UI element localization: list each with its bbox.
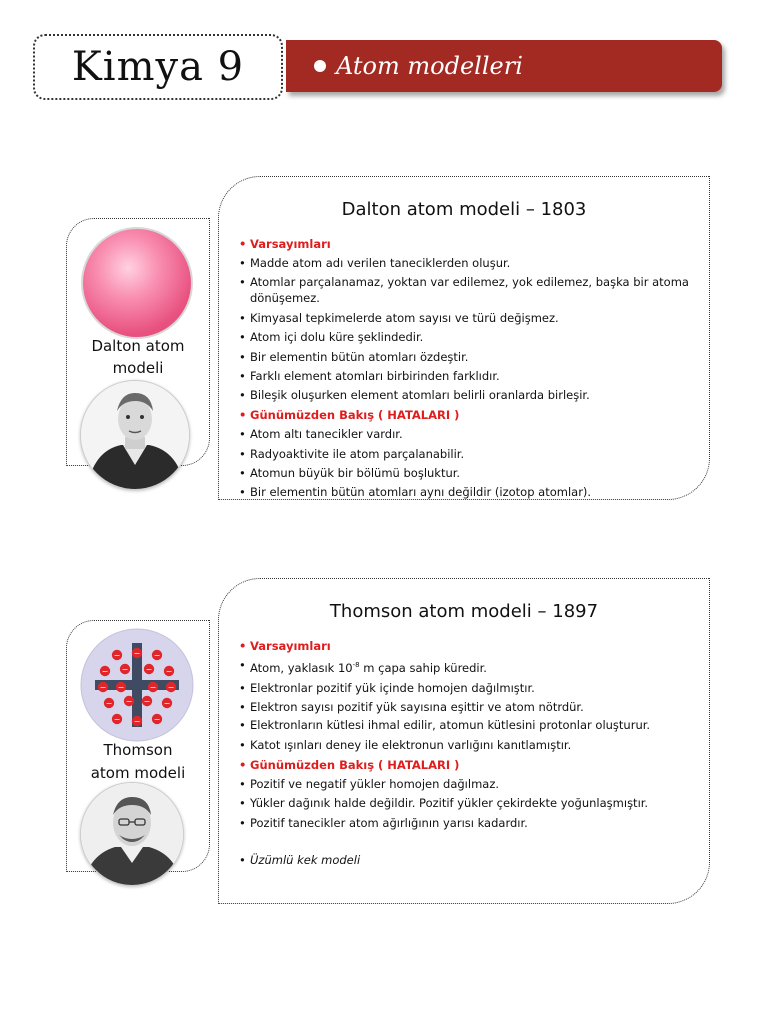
list-item: • Pozitif tanecikler atom ağırlığının yarısı kadardır. bbox=[239, 814, 695, 833]
dalton-assumptions-heading: • Varsayımları bbox=[239, 235, 695, 254]
list-item: • Atomlar parçalanamaz, yoktan var edilemez, yok edilemez, başka bir atoma dönüşemez. bbox=[239, 274, 695, 309]
electron-sign: − bbox=[165, 667, 173, 676]
list-item: • Bir elementin bütün atomları özdeştir. bbox=[239, 348, 695, 367]
electron-sign: − bbox=[113, 651, 121, 660]
list-item: • Katot ışınları deney ile elektronun varlığını kanıtlamıştır. bbox=[239, 736, 695, 755]
dalton-list bbox=[239, 235, 695, 503]
thomson-plum-pudding-icon bbox=[79, 627, 195, 743]
electron-sign: − bbox=[125, 697, 133, 706]
dalton-title: Dalton atom modeli – 1803 bbox=[341, 199, 587, 220]
electron-sign: − bbox=[133, 649, 141, 658]
electron-sign: − bbox=[121, 665, 129, 674]
list-item: • Elektronların kütlesi ihmal edilir, atomun kütlesini protonlar oluşturur. bbox=[239, 717, 695, 736]
dalton-info-card bbox=[218, 176, 710, 500]
list-item: • Bileşik oluşurken element atomları belirli oranlarda birleşir. bbox=[239, 386, 695, 405]
list-item: • Radyoaktivite ile atom parçalanabilir. bbox=[239, 445, 695, 464]
list-item: • Atomun büyük bir bölümü boşluktur. bbox=[239, 464, 695, 483]
thomson-nickname: • Üzümlü kek modeli bbox=[239, 851, 695, 870]
list-item: • Atom içi dolu küre şeklindedir. bbox=[239, 328, 695, 347]
list-item: • Atom altı tanecikler vardır. bbox=[239, 425, 695, 444]
topic-title: Atom modelleri bbox=[336, 52, 523, 80]
thomson-title: Thomson atom modeli – 1897 bbox=[329, 601, 599, 622]
bullet-icon bbox=[314, 60, 326, 72]
dalton-side-label-2: modeli bbox=[112, 359, 164, 377]
dalton-sphere-icon bbox=[79, 225, 195, 341]
electron-sign: − bbox=[105, 699, 113, 708]
list-item: • Atom, yaklasık $10^{-8}$ m çapa sahip küredir. bbox=[239, 656, 695, 678]
list-item: • Kimyasal tepkimelerde atom sayısı ve türü değişmez. bbox=[239, 309, 695, 328]
electron-sign: − bbox=[101, 667, 109, 676]
list-item: • Elektron sayısı pozitif yük sayısına eşittir ve atom nötrdür. bbox=[239, 698, 695, 717]
electron-sign: − bbox=[133, 717, 141, 726]
thomson-assumptions-heading: • Varsayımları bbox=[239, 637, 695, 656]
electron-sign: − bbox=[99, 683, 107, 692]
electron-sign: − bbox=[163, 699, 171, 708]
thomson-side-label-1: Thomson bbox=[103, 741, 173, 759]
electron-sign: − bbox=[143, 697, 151, 706]
electron-sign: − bbox=[117, 683, 125, 692]
electron-sign: − bbox=[153, 651, 161, 660]
subject-title: Kimya 9 bbox=[71, 44, 245, 90]
topic-banner bbox=[286, 40, 722, 92]
thomson-info-card bbox=[218, 578, 710, 904]
list-item: • Madde atom adı verilen taneciklerden oluşur. bbox=[239, 254, 695, 273]
list-item: • Yükler dağınık halde değildir. Pozitif yükler çekirdekte yoğunlaşmıştır. bbox=[239, 795, 695, 814]
subject-title-box bbox=[33, 34, 283, 100]
dalton-portrait-image bbox=[80, 380, 190, 490]
electron-sign: − bbox=[167, 683, 175, 692]
electron-sign: − bbox=[145, 665, 153, 674]
thomson-portrait-image bbox=[80, 782, 184, 886]
electron-sign: − bbox=[113, 715, 121, 724]
dalton-side-label-1: Dalton atom bbox=[91, 337, 185, 355]
dalton-errors-heading: • Günümüzden Bakış ( HATALARI ) bbox=[239, 406, 695, 425]
list-item: • Pozitif ve negatif yükler homojen dağılmaz. bbox=[239, 775, 695, 794]
electron-sign: − bbox=[153, 715, 161, 724]
list-item: • Farklı element atomları birbirinden farklıdır. bbox=[239, 367, 695, 386]
electron-sign: − bbox=[149, 683, 157, 692]
thomson-list bbox=[239, 637, 695, 870]
thomson-errors-heading: • Günümüzden Bakış ( HATALARI ) bbox=[239, 756, 695, 775]
thomson-side-label-2: atom modeli bbox=[90, 764, 186, 782]
list-item: • Bir elementin bütün atomları aynı değildir (izotop atomlar). bbox=[239, 483, 695, 502]
list-item: • Elektronlar pozitif yük içinde homojen dağılmıştır. bbox=[239, 679, 695, 698]
